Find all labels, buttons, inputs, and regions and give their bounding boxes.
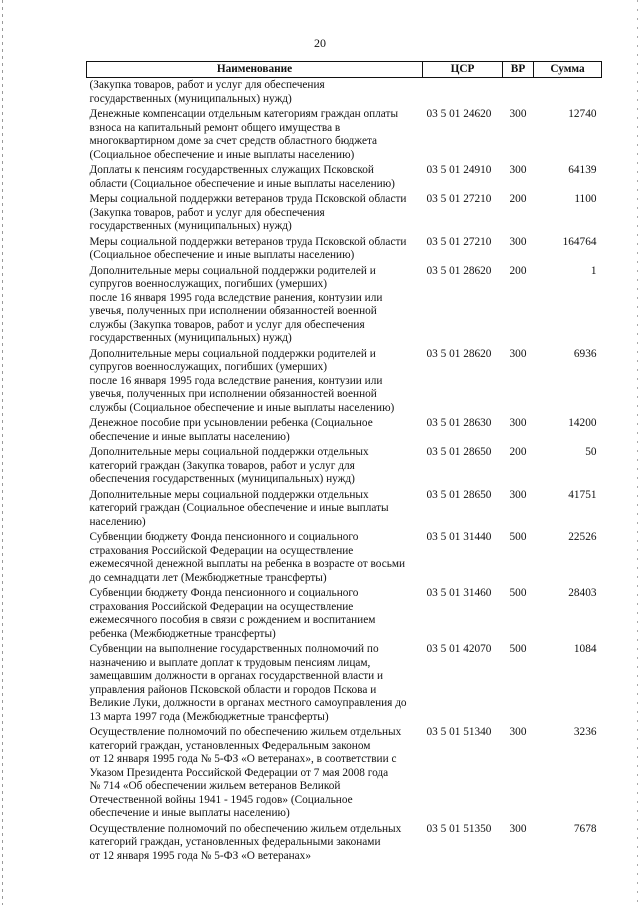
row-vr: 300 <box>509 235 527 248</box>
row-name <box>87 235 423 264</box>
row-name-line: государственных (муниципальных) нужд) <box>89 220 292 232</box>
row-name-line: Субвенции бюджету Фонда пенсионного и социального <box>89 587 359 599</box>
header-csr: ЦСР <box>423 62 503 78</box>
table-row <box>87 416 602 445</box>
row-vr: 200 <box>509 446 527 458</box>
row-name-line: ежемесячной денежной выплаты на ребенка в возрасте от восьми <box>89 558 406 570</box>
row-sum: 41751 <box>568 488 597 501</box>
row-name-line: многоквартирном доме за счет средств областного бюджета <box>89 135 378 147</box>
row-name-line: после 16 января 1995 года вследствие ранения, контузии или <box>89 291 383 304</box>
row-name-line: от 12 января 1995 года № 5-ФЗ «О ветеранах» <box>89 849 311 862</box>
row-sum: 3236 <box>573 726 597 738</box>
row-name-line: категорий граждан (Социальное обеспечение и иные выплаты <box>89 502 389 514</box>
row-name <box>87 192 423 235</box>
row-name-line: Дополнительные меры социальной поддержки отдельных <box>89 446 369 458</box>
row-csr: 03 5 01 28650 <box>426 488 492 501</box>
row-name-line: Осуществление полномочий по обеспечению жильем отдельных <box>89 822 402 835</box>
row-csr: 03 5 01 51340 <box>426 726 492 738</box>
row-name <box>87 586 423 642</box>
row-vr: 300 <box>509 488 527 501</box>
row-csr <box>423 78 503 108</box>
header-sum: Сумма <box>534 62 602 78</box>
header-name: Наименование <box>87 62 423 78</box>
row-name-line: супругов военнослужащих, погибших (умерших) <box>89 361 328 373</box>
row-vr: 300 <box>509 164 527 176</box>
row-csr: 03 5 01 28630 <box>426 417 492 429</box>
row-name-line: Меры социальной поддержки ветеранов труда Псковской области <box>89 193 407 205</box>
row-name-line: государственных (муниципальных) нужд) <box>89 92 292 105</box>
row-name <box>87 347 423 417</box>
row-name-line: службы (Закупка товаров, работ и услуг для обеспечения <box>89 318 365 331</box>
table-row <box>87 78 602 108</box>
row-name-line: увечья, полученных при исполнении обязанностей военной <box>89 388 377 400</box>
row-name-line: Дополнительные меры социальной поддержки родителей и <box>89 347 376 360</box>
row-name <box>87 107 423 163</box>
row-name-line: Денежные компенсации отдельным категориям граждан оплаты <box>89 108 399 120</box>
row-csr: 03 5 01 27210 <box>426 193 492 205</box>
row-name-line: увечья, полученных при исполнении обязанностей военной <box>89 305 377 317</box>
table-row <box>87 107 602 163</box>
row-name <box>87 642 423 725</box>
row-name-line: Меры социальной поддержки ветеранов труда Псковской области <box>89 235 407 248</box>
row-csr: 03 5 01 51350 <box>426 822 492 835</box>
row-sum <box>534 78 602 108</box>
row-name-line: государственных (муниципальных) нужд) <box>89 332 292 344</box>
row-name-line: (Закупка товаров, работ и услуг для обеспечения <box>89 206 325 219</box>
row-csr: 03 5 01 28650 <box>426 446 492 458</box>
row-name-line: Отечественной войны 1941 - 1945 годов» (Социальное <box>89 793 353 806</box>
row-csr: 03 5 01 24620 <box>426 108 492 120</box>
table-header <box>87 62 602 78</box>
row-name-line: страхования Российской Федерации на осуществление <box>89 600 354 613</box>
row-name-line: категорий граждан, установленных федеральными законами <box>89 836 381 848</box>
table-row <box>87 192 602 235</box>
row-sum: 1100 <box>574 193 597 205</box>
table-row <box>87 530 602 586</box>
row-vr <box>503 78 534 108</box>
row-name <box>87 725 423 822</box>
table-body <box>87 78 602 865</box>
header-row <box>87 62 602 78</box>
row-name <box>87 445 423 488</box>
row-name-line: обеспечение и иные выплаты населению) <box>89 430 290 443</box>
row-name-line: службы (Социальное обеспечение и иные выплаты населению) <box>89 401 395 414</box>
row-name <box>87 78 423 108</box>
row-name-line: (Закупка товаров, работ и услуг для обеспечения <box>89 79 325 91</box>
row-name-line: Дополнительные меры социальной поддержки отдельных <box>89 488 369 501</box>
row-name <box>87 416 423 445</box>
row-vr: 300 <box>509 347 527 360</box>
row-name <box>87 163 423 192</box>
row-sum: 7678 <box>573 822 597 835</box>
row-name-line: супругов военнослужащих, погибших (умерших) <box>89 278 328 290</box>
row-csr: 03 5 01 28620 <box>426 264 492 277</box>
row-sum: 164764 <box>562 235 597 248</box>
row-name <box>87 822 423 865</box>
row-name-line: назначению и выплате доплат к трудовым пенсиям лицам, <box>89 656 371 669</box>
row-name-line: до семнадцати лет (Межбюджетные трансферты) <box>89 571 327 584</box>
row-csr: 03 5 01 27210 <box>426 235 492 248</box>
row-csr: 03 5 01 24910 <box>426 164 492 176</box>
row-csr: 03 5 01 31460 <box>426 587 492 599</box>
row-csr: 03 5 01 42070 <box>426 643 492 655</box>
header-vr: ВР <box>503 62 534 78</box>
row-vr: 200 <box>509 193 527 205</box>
row-vr: 300 <box>509 726 527 738</box>
table-row <box>87 642 602 725</box>
row-vr: 500 <box>509 531 527 543</box>
row-sum: 22526 <box>568 531 597 543</box>
row-sum: 50 <box>585 446 597 458</box>
row-name-line: 13 марта 1997 года (Межбюджетные трансферты) <box>89 710 329 723</box>
table-row <box>87 235 602 264</box>
row-name <box>87 530 423 586</box>
budget-table <box>86 61 602 864</box>
row-name-line: Осуществление полномочий по обеспечению жильем отдельных <box>89 726 402 738</box>
row-name-line: Денежное пособие при усыновлении ребенка (Социальное <box>89 417 373 429</box>
table-row <box>87 488 602 531</box>
row-vr: 300 <box>509 108 527 120</box>
row-name-line: обеспечение и иные выплаты населению) <box>89 807 290 819</box>
row-vr: 300 <box>509 822 527 835</box>
row-name-line: Субвенции бюджету Фонда пенсионного и социального <box>89 531 359 543</box>
row-name-line: замещавшим должности в органах государственной власти и <box>89 670 384 682</box>
row-sum: 12740 <box>568 108 597 120</box>
row-sum: 6936 <box>573 347 597 360</box>
row-name-line: (Социальное обеспечение и иные выплаты населению) <box>89 148 355 161</box>
table-row <box>87 822 602 865</box>
row-sum: 28403 <box>568 587 597 599</box>
row-name-line: (Социальное обеспечение и иные выплаты населению) <box>89 249 355 261</box>
row-csr: 03 5 01 28620 <box>426 347 492 360</box>
row-name-line: от 12 января 1995 года № 5-ФЗ «О ветеранах», в соответствии с <box>89 753 397 765</box>
table-row <box>87 445 602 488</box>
row-sum: 14200 <box>568 417 597 429</box>
row-name-line: управления районов Псковской области и городов Пскова и <box>89 683 377 696</box>
row-sum: 1084 <box>573 643 597 655</box>
table-row <box>87 347 602 417</box>
row-name-line: области (Социальное обеспечение и иные выплаты населению) <box>89 177 395 190</box>
row-name-line: категорий граждан, установленных Федеральным законом <box>89 739 371 752</box>
row-name-line: после 16 января 1995 года вследствие ранения, контузии или <box>89 374 383 387</box>
row-sum: 64139 <box>568 164 597 176</box>
row-name-line: населению) <box>89 515 146 528</box>
row-vr: 200 <box>509 264 527 277</box>
row-vr: 300 <box>509 417 527 429</box>
scan-edge-right <box>637 0 638 905</box>
row-name <box>87 488 423 531</box>
row-name-line: ежемесячного пособия в связи с рождением и воспитанием <box>89 614 376 626</box>
row-name-line: Субвенции на выполнение государственных полномочий по <box>89 643 379 655</box>
row-name-line: взноса на капитальный ремонт общего имущества в <box>89 121 341 134</box>
table-row <box>87 163 602 192</box>
row-name-line: ребенка (Межбюджетные трансферты) <box>89 627 276 640</box>
row-name-line: обеспечения государственных (муниципальных) нужд) <box>89 473 355 485</box>
row-name-line: № 714 «Об обеспечении жильем ветеранов Великой <box>89 780 341 792</box>
page-number: 20 <box>314 36 326 50</box>
table-row <box>87 725 602 822</box>
row-name-line: категорий граждан (Закупка товаров, работ и услуг для <box>89 459 355 472</box>
row-vr: 500 <box>509 643 527 655</box>
row-name-line: Дополнительные меры социальной поддержки родителей и <box>89 264 376 277</box>
row-sum: 1 <box>590 264 597 277</box>
row-name-line: страхования Российской Федерации на осуществление <box>89 544 354 557</box>
table-row <box>87 264 602 347</box>
row-name-line: Великие Луки, должности в органах местного самоуправления до <box>89 697 407 709</box>
row-csr: 03 5 01 31440 <box>426 531 492 543</box>
scan-edge-left <box>2 0 3 905</box>
row-name-line: Указом Президента Российской Федерации от 7 мая 2008 года <box>89 766 389 779</box>
row-vr: 500 <box>509 587 527 599</box>
row-name <box>87 264 423 347</box>
row-name-line: Доплаты к пенсиям государственных служащих Псковской <box>89 164 374 176</box>
table-row <box>87 586 602 642</box>
